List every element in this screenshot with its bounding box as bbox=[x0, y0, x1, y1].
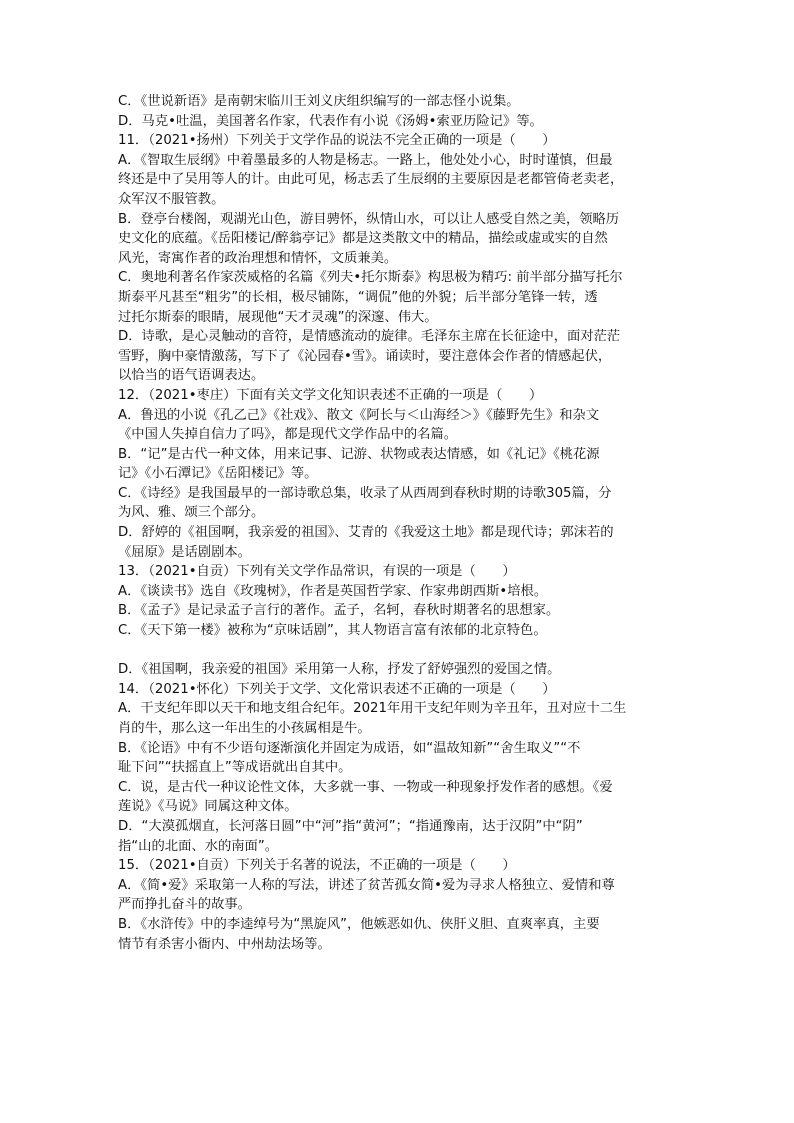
text-line: 耻下问”“扶摇直上”等成语就出自其中。 bbox=[118, 760, 352, 776]
text-line: D．《祖国啊，我亲爱的祖国》采用第一人称，抒发了舒婷强烈的爱国之情。 bbox=[118, 662, 561, 678]
text-line: C．《天下第一楼》被称为“京味话剧”，其人物语言富有浓郁的北京特色。 bbox=[118, 623, 547, 639]
text-line: 13．（2021•自贡）下列有关文学作品常识，有误的一项是（ ） bbox=[118, 564, 516, 580]
text-line: B．《水浒传》中的李逵绰号为“黑旋风”，他嫉恶如仇、侠肝义胆、直爽率真，主要 bbox=[118, 916, 600, 932]
text-line: D．舒婷的《祖国啊，我亲爱的祖国》、艾青的《我爱这土地》都是现代诗；郭沫若的 bbox=[118, 525, 614, 541]
text-line: 风光，寄寓作者的政治理想和情怀，文质兼美。 bbox=[118, 250, 398, 266]
text-line: 12．（2021•枣庄）下面有关文学文化知识表述不正确的一项是（ ） bbox=[118, 387, 543, 403]
text-line: B．登亭台楼阁，观湖光山色，游目骋怀，纵情山水，可以让人感受自然之美，领略历 bbox=[118, 211, 620, 227]
text-line: A．鲁迅的小说《孔乙己》《社戏》、散文《阿长与＜山海经＞》《藤野先生》和杂文 bbox=[118, 407, 600, 423]
text-line: 严而挣扎奋斗的故事。 bbox=[118, 897, 251, 913]
text-line: B．《孟子》是记录孟子言行的著作。孟子，名轲，春秋时期著名的思想家。 bbox=[118, 603, 560, 619]
text-line: 肖的牛，那么这一年出生的小孩属相是牛。 bbox=[118, 721, 371, 736]
text-line: 以恰当的语气语调表达。 bbox=[118, 368, 265, 384]
text-line: A．《智取生辰纲》中着墨最多的人物是杨志。一路上，他处处小心，时时谨慎，但最 bbox=[118, 152, 613, 168]
text-line: 《屈原》是话剧剧本。 bbox=[118, 544, 251, 560]
text-line: A．干支纪年即以天干和地支组合纪年。2021年用干支纪年则为辛丑年，丑对应十二生 bbox=[118, 701, 627, 717]
text-line: A．《谈读书》选自《玫瑰树》，作者是英国哲学家、作家弗朗西斯•培根。 bbox=[118, 583, 548, 599]
text-line: D．马克•吐温，美国著名作家，代表作有小说《汤姆•索亚历险记》等。 bbox=[118, 113, 543, 129]
text-line: 15．（2021•自贡）下列关于名著的说法，不正确的一项是（ ） bbox=[118, 858, 516, 874]
text-line: 记》《小石潭记》《岳阳楼记》等。 bbox=[118, 466, 318, 482]
text-line: 14．（2021•怀化）下列关于文学、文化常识表述不正确的一项是（ ） bbox=[118, 681, 556, 697]
text-line: C．说，是古代一种议论性文体，大多就一事、一物或一种现象抒发作者的感想。《爱 bbox=[118, 779, 613, 795]
text-line: 过托尔斯泰的眼睛，展现他“天才灵魂”的深邃、伟大。 bbox=[118, 309, 438, 325]
text-line: 《中国人失掉自信力了吗》，都是现代文学作品中的名篇。 bbox=[118, 427, 458, 443]
text-line: C．《世说新语》是南朝宋临川王刘义庆组织编写的一部志怪小说集。 bbox=[118, 94, 520, 109]
text-line: 众军汉不服管教。 bbox=[118, 191, 225, 207]
text-line: 为风、雅、颂三个部分。 bbox=[118, 505, 265, 521]
document-text bbox=[118, 92, 688, 954]
text-line: 史文化的底蕴。《岳阳楼记/醉翁亭记》都是这类散文中的精品，描绘或虚或实的自然 bbox=[118, 231, 608, 247]
text-line: 终还是中了吴用等人的计。由此可见，杨志丢了生辰纲的主要原因是老都管倚老卖老， bbox=[118, 172, 624, 188]
text-line: C．奥地利著名作家茨威格的名篇《列夫•托尔斯泰》构思极为精巧: 前半部分描写托尔 bbox=[118, 270, 623, 286]
text-line: 斯泰平凡甚至“粗劣”的长相，极尽铺陈，“调侃”他的外貌；后半部分笔锋一转，透 bbox=[118, 289, 598, 305]
text-line: B．《论语》中有不少语句逐渐演化并固定为成语，如“温故知新”“舍生取义”“不 bbox=[118, 740, 581, 756]
text-line: 莲说》《马说》同属这种文体。 bbox=[118, 799, 298, 815]
text-line: 指“山的北面、水的南面”。 bbox=[118, 838, 279, 854]
text-line: 11．（2021•扬州）下列关于文学作品的说法不完全正确的一项是（ ） bbox=[118, 133, 556, 149]
blank-line bbox=[118, 641, 688, 661]
text-line: D．诗歌，是心灵触动的音符，是情感流动的旋律。毛泽东主席在长征途中，面对茫茫 bbox=[118, 329, 621, 345]
text-line: 雪野，胸中豪情激荡，写下了《沁园春•雪》。诵读时，要注意体会作者的情感起伏， bbox=[118, 348, 612, 364]
text-line: B．“记”是古代一种文体，用来记事、记游、状物或表达情感，如《礼记》《桃花源 bbox=[118, 446, 600, 462]
text-line: D．“大漠孤烟直，长河落日圆”中“河”指“黄河”；“指通豫南，达于汉阴”中“阴” bbox=[118, 818, 583, 834]
text-line: A．《简•爱》采取第一人称的写法，讲述了贫苦孤女简•爱为寻求人格独立、爱情和尊 bbox=[118, 877, 615, 893]
text-line: 情节有杀害小衙内、中州劫法场等。 bbox=[118, 936, 331, 952]
text-line: C．《诗经》是我国最早的一部诗歌总集，收录了从西周到春秋时期的诗歌305篇，分 bbox=[118, 485, 612, 501]
